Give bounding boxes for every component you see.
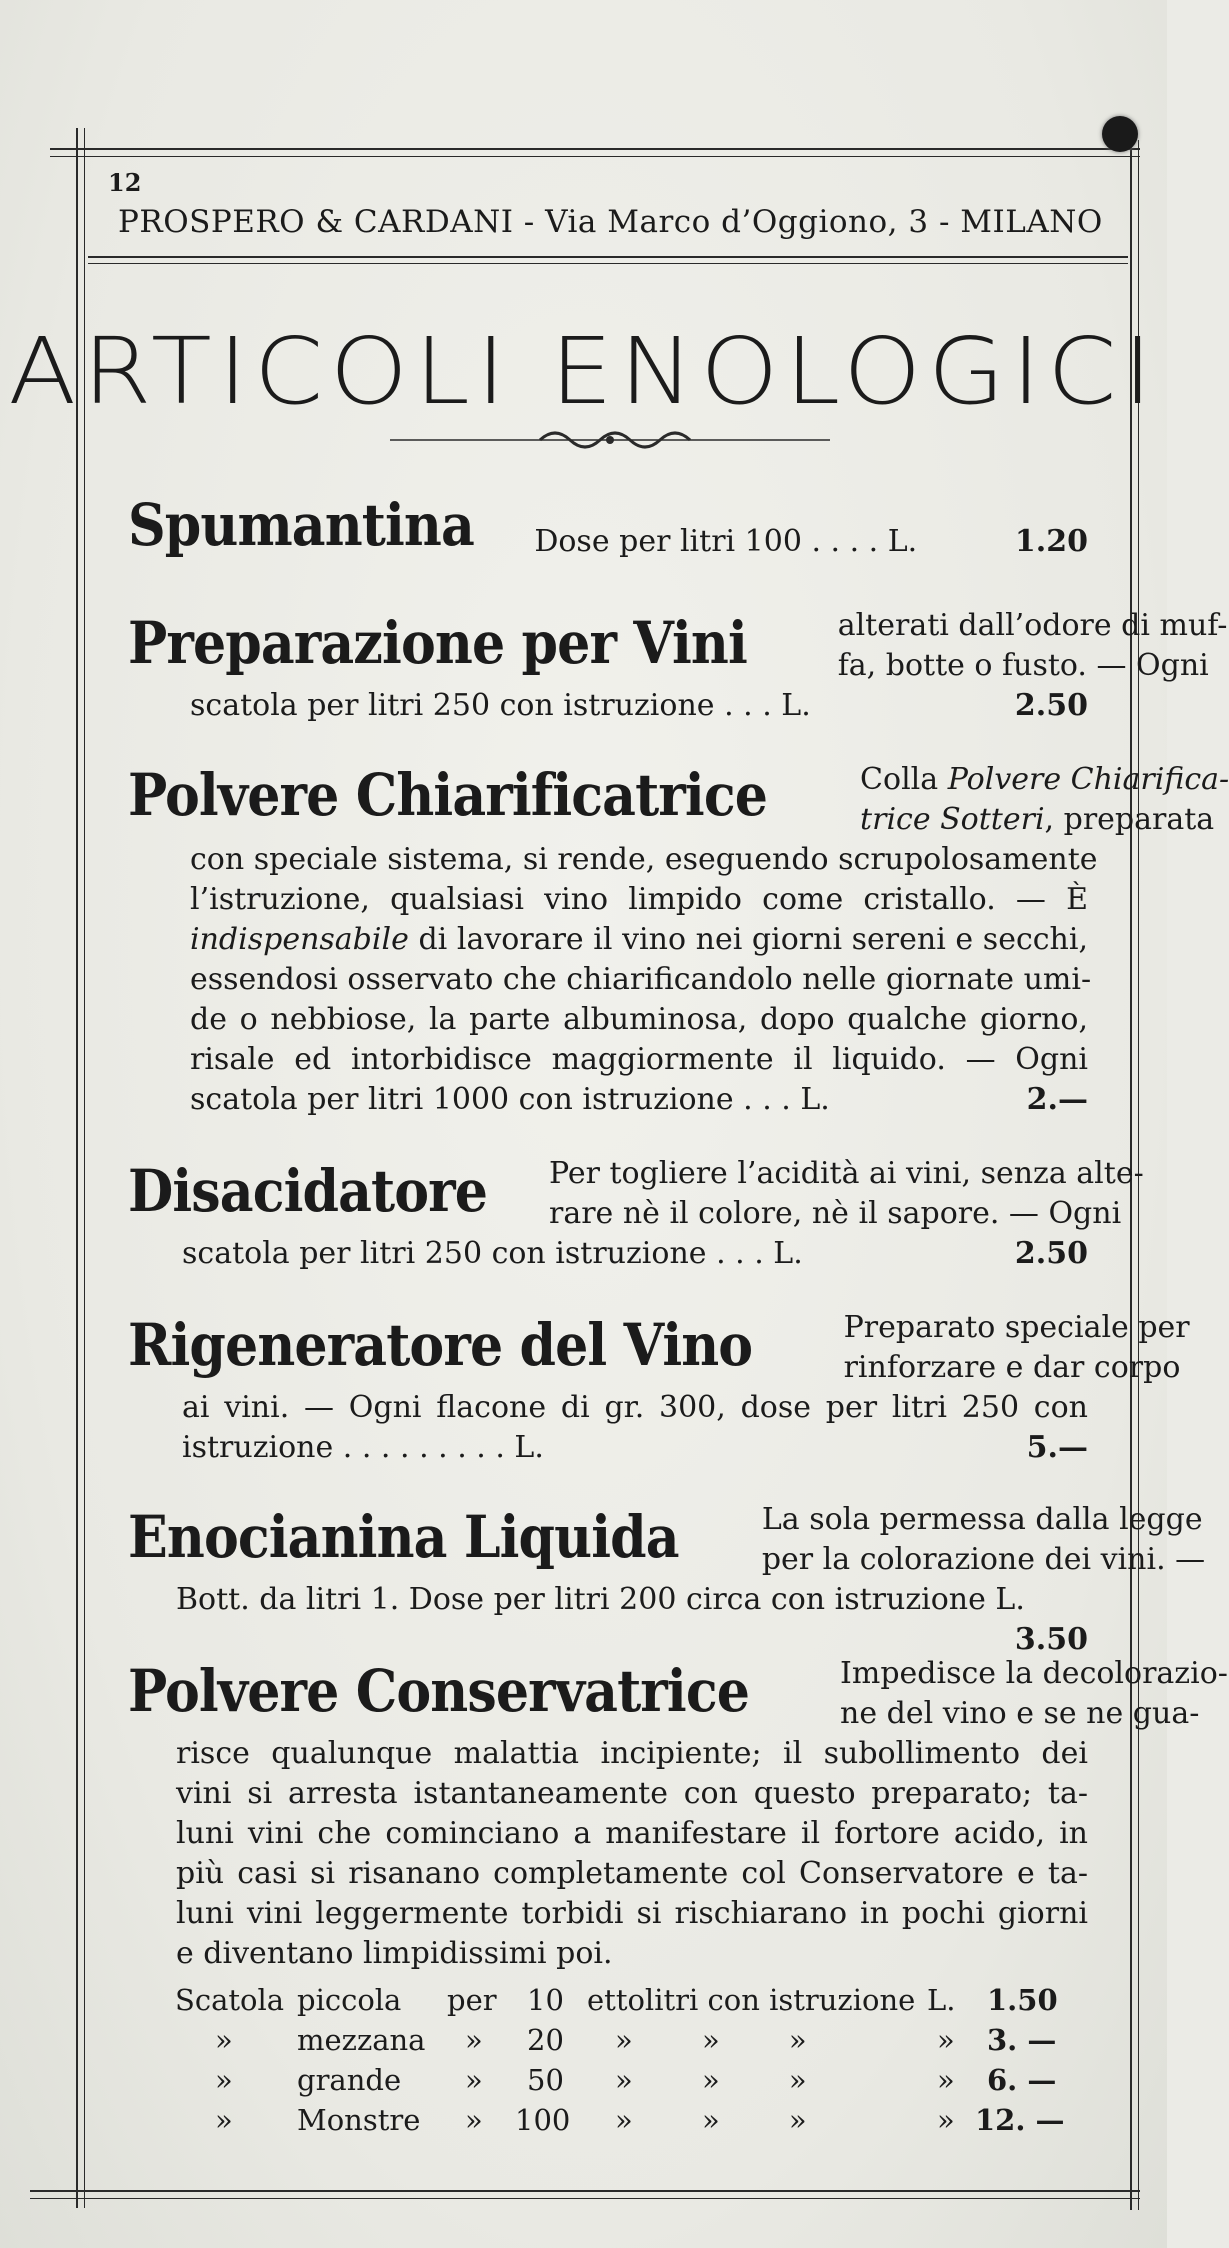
table-cell: ettolitri con istruzione — [587, 1983, 916, 2017]
entry-polvere-conservatrice — [128, 1654, 1228, 1974]
table-price: 6. — — [987, 2063, 1057, 2097]
table-cell: 10 — [527, 1983, 564, 2017]
entry-rigeneratore-del-vino — [128, 1308, 1190, 1468]
table-cell: 100 — [515, 2103, 571, 2137]
entry-enocianina-liquida — [128, 1500, 1206, 1660]
entry-text-italic: trice Sotteri — [860, 802, 1045, 837]
table-cell: 50 — [527, 2063, 564, 2097]
entry-price: 3.50 — [1014, 1622, 1088, 1657]
left-border — [76, 128, 78, 2208]
table-cell: grande — [297, 2063, 402, 2097]
entry-text-line: ne del vino e se ne gua- — [840, 1696, 1200, 1731]
header-rule — [88, 256, 1128, 258]
table-cell: » » » — [615, 2103, 807, 2137]
table-cell: » » » — [615, 2063, 807, 2097]
entry-text-line: più casi si risanano completamente col Conservatore e ta- — [176, 1856, 1088, 1891]
top-border — [50, 148, 1140, 150]
top-border-inner — [50, 156, 1140, 157]
entry-text-line: Per togliere l’acidità ai vini, senza alte- — [548, 1156, 1144, 1191]
entry-text-line: per la colorazione dei vini. — — [761, 1542, 1206, 1577]
entry-text-line: Preparato speciale per — [843, 1310, 1190, 1345]
table-row — [175, 1980, 1075, 2020]
entry-price: 2.— — [1026, 1082, 1088, 1117]
entry-text-italic: Polvere Chiarifica- — [947, 762, 1229, 797]
entry-text-line: scatola per litri 250 con istruzione . . . L. — [190, 688, 811, 723]
entry-text-line: e diventano limpidissimi poi. — [176, 1936, 613, 1971]
table-row — [175, 2060, 1075, 2100]
entry-text-line: vini si arresta istantaneamente con questo preparato; ta- — [176, 1776, 1088, 1811]
table-cell: L. — [927, 1983, 956, 2017]
table-row — [175, 2020, 1075, 2060]
entry-text-line: fa, botte o fusto. — Ogni — [837, 648, 1209, 683]
entry-price: 2.50 — [1014, 688, 1088, 723]
table-cell: » — [215, 2103, 233, 2137]
entry-text-line: scatola per litri 1000 con istruzione . . . L. — [190, 1082, 830, 1117]
entry-text-line: luni vini leggermente torbidi si rischiarano in pochi giorni — [176, 1896, 1088, 1931]
entry-text-line: Bott. da litri 1. Dose per litri 200 circa con istruzione L. — [176, 1582, 1025, 1617]
table-cell: » — [215, 2063, 233, 2097]
entry-text-line: istruzione . . . . . . . . . L. — [182, 1430, 544, 1465]
entry-text-line: La sola permessa dalla legge — [761, 1502, 1203, 1537]
entry-text: Dose per litri 100 . . . . L. — [534, 524, 918, 559]
entry-title: Disacidatore — [128, 1157, 488, 1225]
table-cell: » » » — [615, 2023, 807, 2057]
table-cell: mezzana — [297, 2023, 426, 2057]
table-cell: Scatola — [175, 1983, 285, 2017]
entry-text-line: con speciale sistema, si rende, eseguendo scrupolosamente — [190, 842, 1098, 877]
entry-text-line: luni vini che cominciano a manifestare il fortore acido, in — [176, 1816, 1088, 1851]
entry-text: Colla — [860, 762, 939, 797]
left-border-inner — [84, 128, 85, 2208]
entry-preparazione-per-vini — [128, 606, 1228, 726]
table-cell: piccola — [297, 1983, 402, 2017]
punch-hole — [1102, 116, 1138, 152]
table-cell: » — [465, 2023, 483, 2057]
entry-title: Preparazione per Vini — [128, 609, 747, 677]
entry-text-line: scatola per litri 250 con istruzione . . . L. — [182, 1236, 803, 1271]
entry-title: Enocianina Liquida — [128, 1503, 679, 1571]
entry-text-line: Impedisce la decolorazio- — [840, 1656, 1228, 1691]
table-price: 12. — — [975, 2103, 1065, 2137]
entry-text-line: l’istruzione, qualsiasi vino limpido come cristallo. — È — [190, 882, 1088, 917]
entry-text-line: de o nebbiose, la parte albuminosa, dopo qualche giorno, — [190, 1002, 1088, 1037]
entry-title: Polvere Chiarificatrice — [128, 761, 768, 829]
entry-title: Rigeneratore del Vino — [128, 1311, 753, 1379]
table-price: 3. — — [987, 2023, 1057, 2057]
entry-spumantina — [128, 491, 1088, 562]
entry-text-line: ai vini. — Ogni flacone di gr. 300, dose per litri 250 con — [182, 1390, 1088, 1425]
table-cell: » — [937, 2103, 955, 2137]
entry-text-line: essendosi osservato che chiarificandolo nelle giornate umi- — [190, 962, 1092, 997]
entry-text: di lavorare il vino nei giorni sereni e secchi, — [418, 922, 1088, 957]
entry-polvere-chiarificatrice — [128, 760, 1229, 1120]
running-head: PROSPERO & CARDANI - Via Marco d’Oggiono, 3 - MILANO — [118, 204, 1103, 240]
entry-text-line — [190, 920, 1088, 960]
price-table — [175, 1980, 1075, 2140]
page-number: 12 — [108, 168, 142, 197]
entry-title: Polvere Conservatrice — [128, 1657, 750, 1725]
table-cell: » — [937, 2023, 955, 2057]
table-price: 1.50 — [987, 1983, 1058, 2017]
table-cell: Monstre — [297, 2103, 421, 2137]
entry-price: 2.50 — [1014, 1236, 1088, 1271]
entry-text-line: rinforzare e dar corpo — [843, 1350, 1181, 1385]
entry-title: Spumantina — [128, 491, 474, 559]
entry-price: 5.— — [1026, 1430, 1088, 1465]
table-cell: 20 — [527, 2023, 564, 2057]
entry-text-line: rare nè il colore, nè il sapore. — Ogni — [548, 1196, 1122, 1231]
bottom-border-inner — [30, 2198, 1140, 2199]
table-cell: » — [465, 2103, 483, 2137]
entry-text-line: risce qualunque malattia incipiente; il subollimento dei — [176, 1736, 1088, 1771]
entry-price: 1.20 — [1014, 524, 1088, 559]
table-cell: » — [465, 2063, 483, 2097]
table-cell: per — [447, 1983, 497, 2017]
entry-text-italic: indispensabile — [190, 922, 409, 957]
ornament-divider-icon — [390, 420, 830, 460]
entry-text: , preparata — [1044, 802, 1215, 837]
entry-disacidatore — [128, 1154, 1144, 1274]
entry-text-line: risale ed intorbidisce maggiormente il liquido. — Ogni — [190, 1042, 1088, 1077]
bottom-border — [30, 2190, 1140, 2192]
table-row — [175, 2100, 1075, 2140]
table-cell: » — [215, 2023, 233, 2057]
header-rule-inner — [88, 263, 1128, 264]
page-title: ARTICOLI ENOLOGICI — [8, 318, 1159, 425]
table-cell: » — [937, 2063, 955, 2097]
entry-text-line: alterati dall’odore di muf- — [837, 608, 1228, 643]
